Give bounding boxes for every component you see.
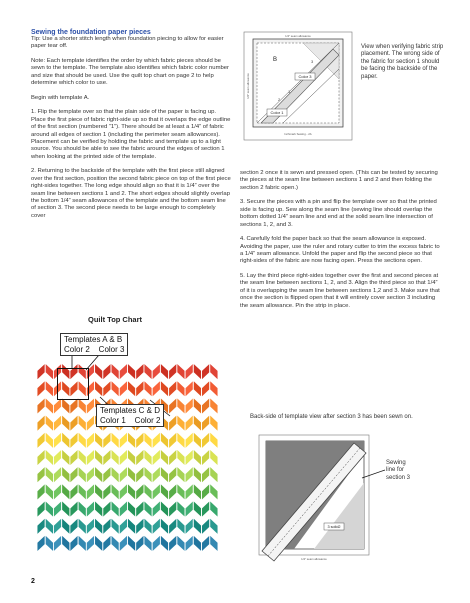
color2-label: 3 solid2 [327,525,341,529]
step-2-paragraph: 2. Returning to the backside of the template with the first piece still aligned over the first section, position the second fabric piece on top of the first piece right-sides together. The long edge should align so that it is 1/4” over the seam line between sections 1 and 2. The short edges should slightly overlap the bottom 1/4” seam allowances of the template and the bottom seam line of section 3. The second piece needs to be large enough to completely cover [31,168,231,219]
figure-2-caption: Back-side of template view after section 3 has been sewn on. [250,414,413,420]
callout-cd-title: Templates C & D [100,406,161,415]
callout-ab-colors: Color 2 Color 3 [64,344,125,354]
top-seam-label: 1/4” seam allowance [285,34,311,38]
template-letter-b: B [273,57,278,63]
sewing-label-line-3: section 3 [386,474,411,481]
sewing-leader-line [362,470,385,478]
quilt-chart-title: Quilt Top Chart [88,315,143,324]
back-bottom-label: 1/4” seam allowance [301,557,327,561]
section-number-2: 2 [278,97,281,102]
step-5-paragraph: 5. Lay the third piece right-sides together over the first and second pieces at the seam line between sections 1, 2, and 3. Align the third piece so that 1/4” of it is overlapping the seam line between sections 1,2 and 3. Make sure that once the section is flipped open that it will entirely cover section 3 including the seam allowance. Pin the strip in place. [240,273,440,309]
color1-label: Color 1 [270,110,284,116]
sewing-label-line-1: Sewing [386,460,406,466]
page-number: 2 [31,578,35,585]
section-heading: Sewing the foundation paper pieces [31,29,151,36]
section-number-3: 3 [311,59,314,64]
figure-1-caption: View when verifying fabric strip placement. The wrong side of the fabric for section 1 should be facing the backside of the paper. [361,44,444,80]
tip-paragraph: Tip: Use a shorter stitch length when foundation piecing to allow for easier paper tear off. [31,36,224,50]
step-2-continued-paragraph: section 2 once it is sewn and pressed open. (This can be tested by securing the pieces at the seam line between sections 1 and 2 and then folding the section 2 fabric open.) [240,170,438,191]
callout-cd-colors: Color 1 Color 2 [100,415,161,425]
sewing-label-line-2: line for [386,467,405,474]
side-seam-label: 1/4” seam allowance [246,73,250,99]
bottom-template-label: Inchmark Sewing - 2A [284,132,312,136]
step-1-paragraph: 1. Flip the template over so that the plain side of the paper is facing up. Place the first piece of fabric right-side up so that it overlaps the edge outline of the first section (numbered “1”). There should be at least a 1/4” of fabric around all edges of section 1 (including the perimeter seam allowances). Placement can be verified by holding the fabric and template up to a light source. You should be able to see the fabric around the edges of section 1 when looking at the printed side of the template. [31,109,231,160]
sewing-line-label [386,460,426,482]
step-3-paragraph: 3. Secure the pieces with a pin and flip the template over so that the printed side is facing up. Sew along the seam line (sewing line should overlap the bottom dotted 1/4” seam line and end at the solid seam line intersection of sections 1, 2, and 3. [240,199,437,228]
begin-paragraph: Begin with template A. [31,94,90,101]
step-4-paragraph: 4. Carefully fold the paper back so that the seam allowance is exposed. Avoiding the paper, use the ruler and rotary cutter to trim the excess fabric to a 1/4” seam allowance. Unfold the paper and flip the second piece so that right-sides of the fabric are now facing open. Press the sections open. [240,236,440,265]
section-number-1: 1 [288,89,291,94]
note-paragraph: Note: Each template identifies the order by which fabric pieces should be sewn to the template. The template also identifies which fabric color number and size that should be used. Use the quilt top chart on page 2 to help determine which color to use. [31,58,229,87]
color3-label: Color 3 [298,74,312,80]
callout-ab-title: Templates A & B [64,335,123,344]
